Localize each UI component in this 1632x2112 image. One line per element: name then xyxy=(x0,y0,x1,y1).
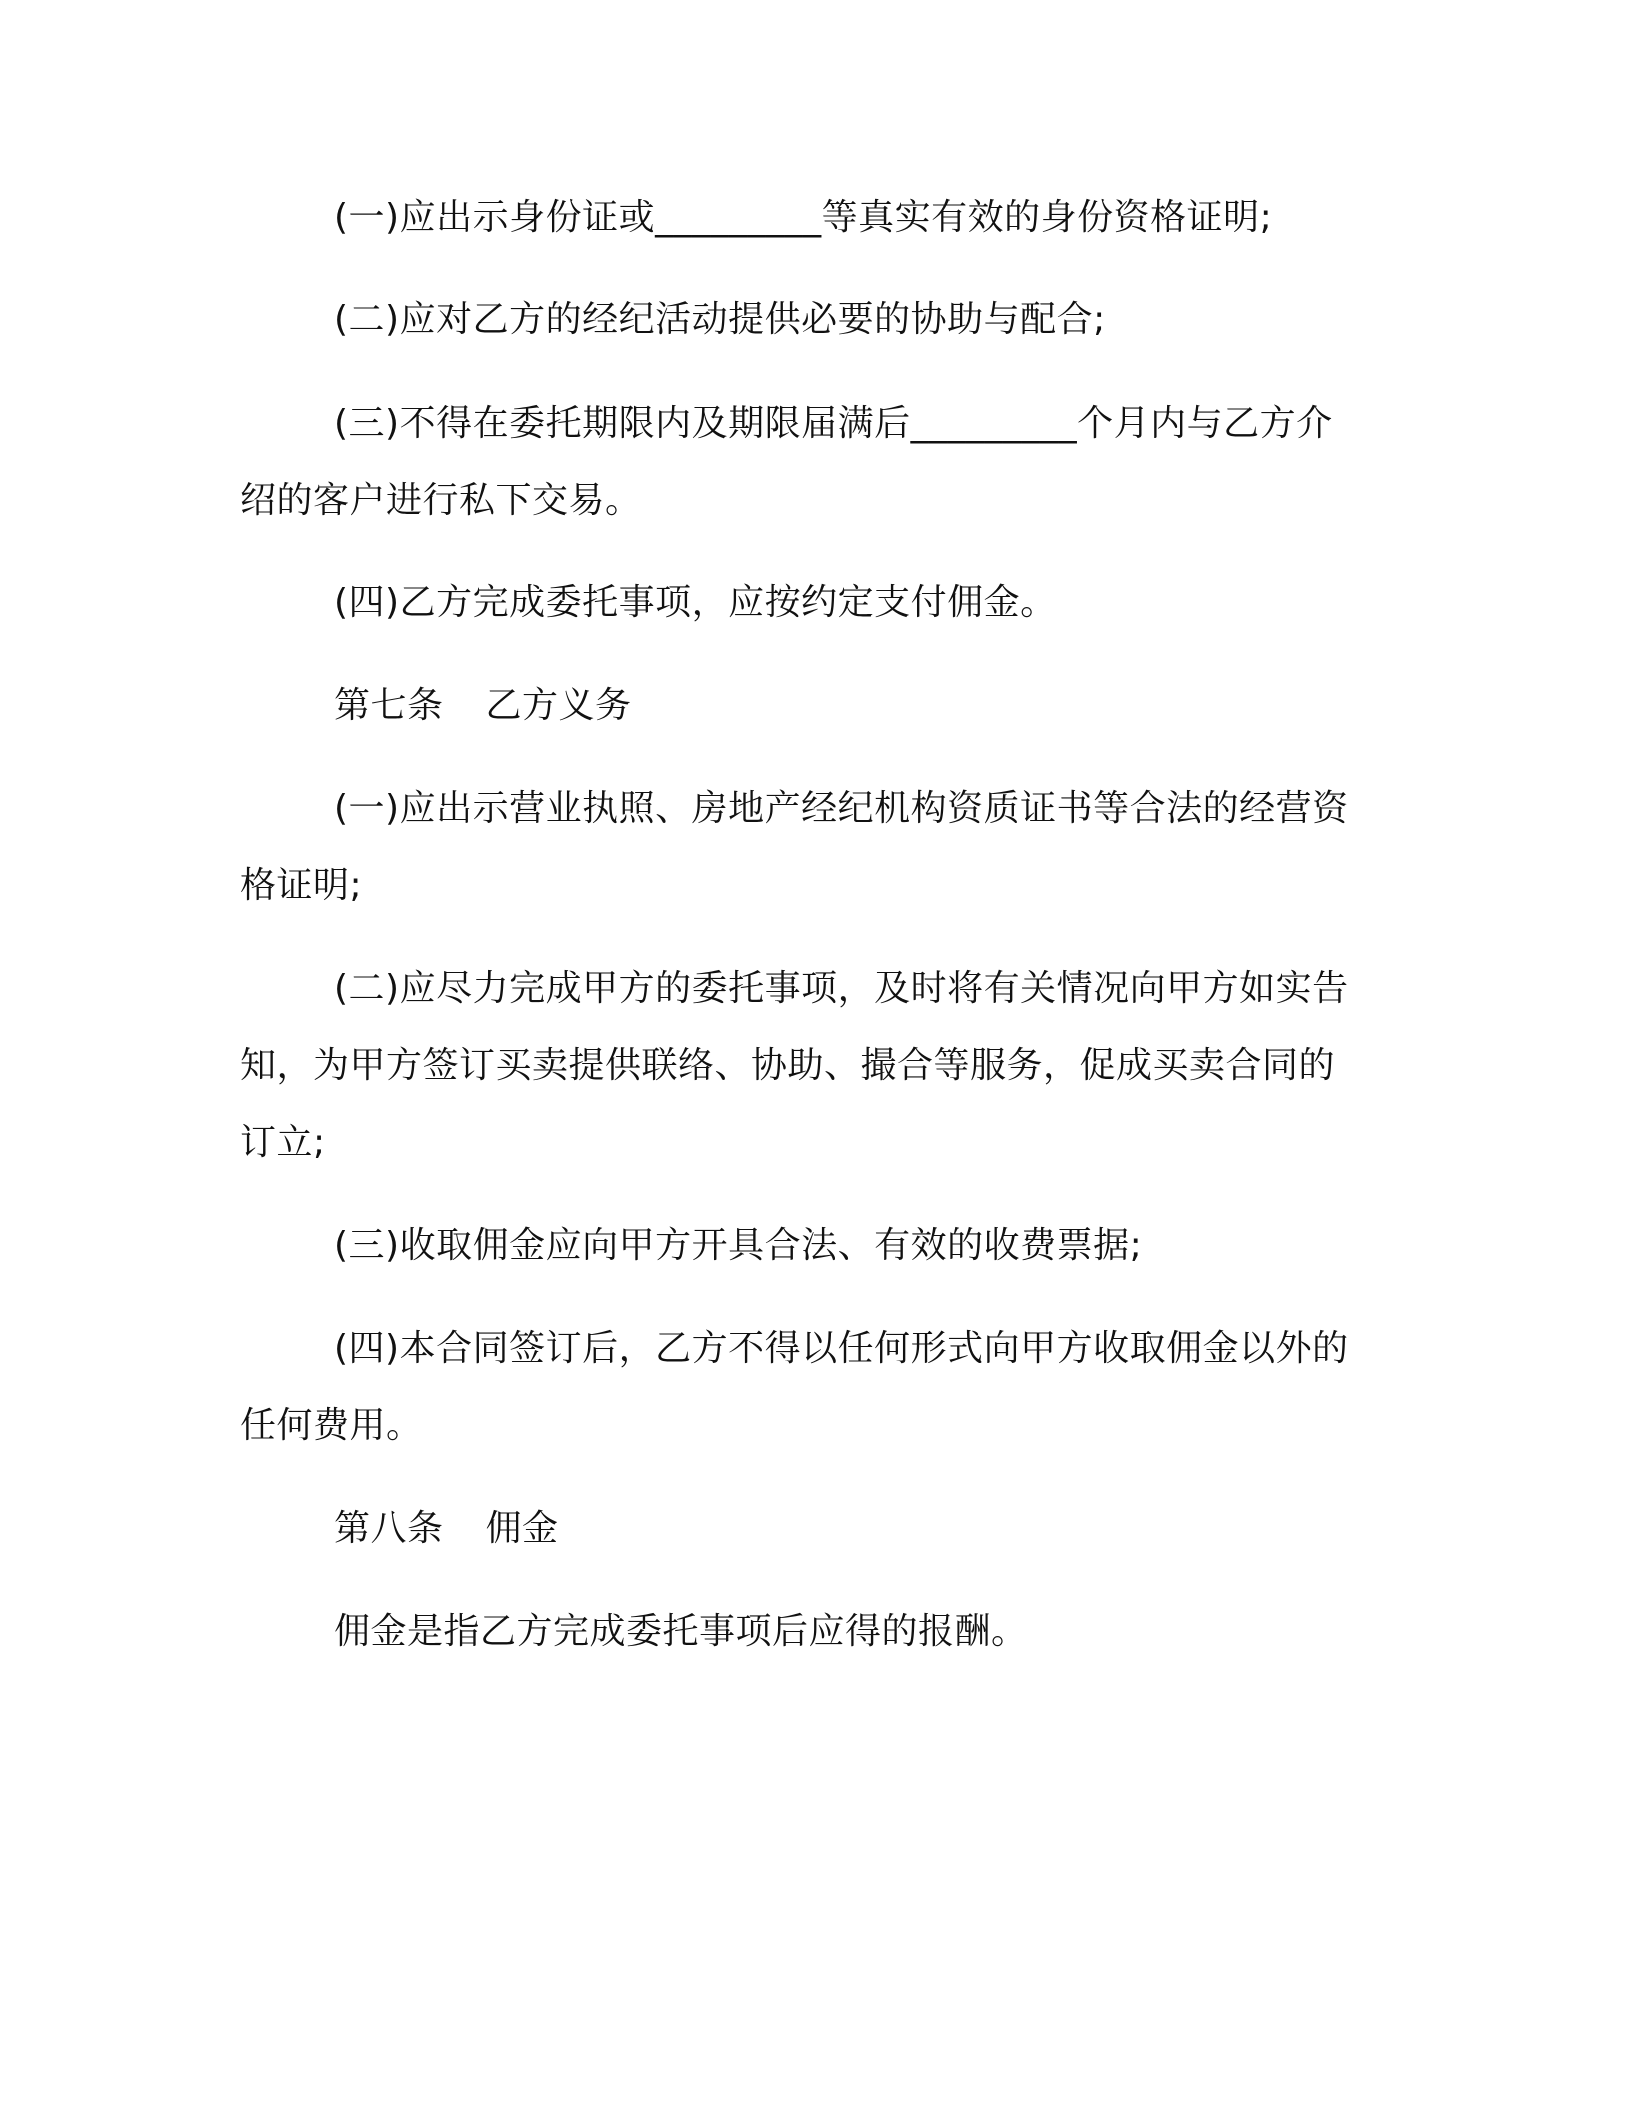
article-8-heading xyxy=(334,1505,1484,1553)
article-7-clause-2-line-1: (二)应尽力完成甲方的委托事项，及时将有关情况向甲方如实告 xyxy=(334,968,1349,1009)
article-7-clause-4-line-1: (四)本合同签订后，乙方不得以任何形式向甲方收取佣金以外的 xyxy=(334,1328,1349,1369)
article-8-number: 第八条 xyxy=(334,1508,444,1549)
article-7-heading xyxy=(334,682,1484,730)
clause-2-line: (二)应对乙方的经纪活动提供必要的协助与配合; xyxy=(334,299,1106,340)
article-7-number: 第七条 xyxy=(334,685,444,726)
article-7-clause-3-line: (三)收取佣金应向甲方开具合法、有效的收费票据; xyxy=(334,1225,1143,1266)
clause-3-line-2: 绍的客户进行私下交易。 xyxy=(240,480,642,521)
article-7-clause-1-line-2: 格证明; xyxy=(240,865,363,906)
clause-4-line: (四)乙方完成委托事项，应按约定支付佣金。 xyxy=(334,582,1057,623)
article-7-clause-2-line-2: 知，为甲方签订买卖提供联络、协助、撮合等服务，促成买卖合同的 xyxy=(240,1045,1336,1086)
article-7-clause-1-line-1: (一)应出示营业执照、房地产经纪机构资质证书等合法的经营资 xyxy=(334,788,1349,829)
article-7-title: 乙方义务 xyxy=(485,685,632,726)
article-7-clause-4-line-2: 任何费用。 xyxy=(240,1405,423,1446)
article-7-clause-2-line-3: 订立; xyxy=(240,1122,326,1163)
clause-3-line-1: (三)不得在委托期限内及期限届满后_________个月内与乙方介 xyxy=(334,403,1333,444)
commission-definition-line: 佣金是指乙方完成委托事项后应得的报酬。 xyxy=(334,1611,1028,1652)
clause-1-line: (一)应出示身份证或_________等真实有效的身份资格证明; xyxy=(334,197,1273,238)
article-8-title: 佣金 xyxy=(485,1508,559,1549)
